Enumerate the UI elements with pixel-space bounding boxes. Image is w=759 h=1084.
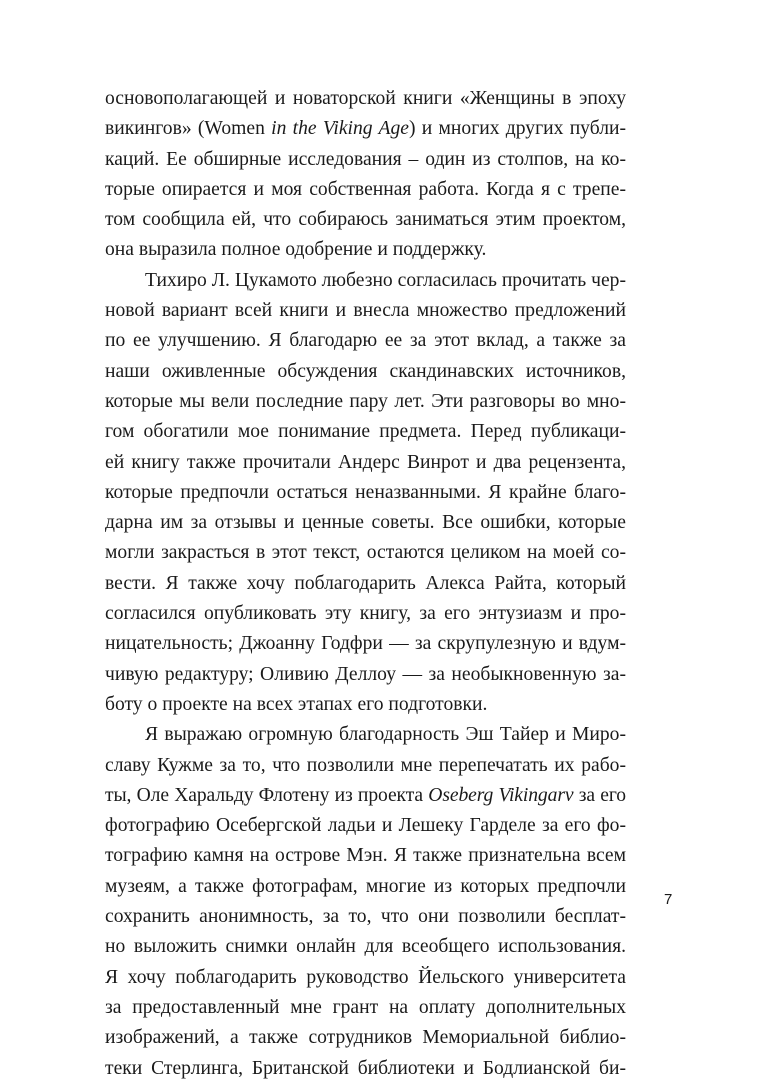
text-segment: каций. Ее обширные исследования – один из столпов, на ко- xyxy=(105,148,626,170)
text-segment: основополагающей и новаторской книги «Женщины в эпоху xyxy=(105,88,626,109)
text-line xyxy=(105,114,626,144)
text-segment: изображений, а также сотрудников Мемориальной библио- xyxy=(105,1027,626,1049)
text-line xyxy=(105,963,626,993)
text-line xyxy=(105,993,626,1023)
text-line xyxy=(105,872,626,902)
text-segment: которые мы вели последние пару лет. Эти разговоры во мно- xyxy=(105,390,626,412)
text-line xyxy=(105,538,626,568)
text-segment: могли закрасться в этот текст, остаются целиком на моей со- xyxy=(105,542,626,564)
text-line xyxy=(105,205,626,235)
text-line xyxy=(105,811,626,841)
text-line xyxy=(105,751,626,781)
text-segment: Я хочу поблагодарить руководство Йельского университета xyxy=(105,966,626,988)
text-segment: она выразила полное одобрение и поддержку. xyxy=(105,239,487,261)
text-segment: торые опирается и моя собственная работа. Когда я с трепе- xyxy=(105,178,626,200)
page-number: 7 xyxy=(664,891,673,908)
text-line xyxy=(105,932,626,962)
text-segment: гом обогатили мое понимание предмета. Перед публикаци- xyxy=(105,421,626,443)
text-line xyxy=(105,599,626,629)
text-line xyxy=(105,660,626,690)
text-line xyxy=(105,629,626,659)
text-segment: славу Кужме за то, что позволили мне перепечатать их рабо- xyxy=(105,754,626,776)
text-line xyxy=(105,1023,626,1053)
text-segment: том сообщила ей, что собираюсь заниматься этим проектом, xyxy=(105,209,626,231)
text-line xyxy=(105,417,626,447)
text-line xyxy=(105,175,626,205)
text-segment: ) и многих других публи- xyxy=(408,118,626,140)
text-segment: которые предпочли остаться неназванными. Я крайне благо- xyxy=(105,481,626,503)
italic-text: in the Viking Age xyxy=(271,118,409,140)
text-line xyxy=(105,235,626,265)
text-segment: по ее улучшению. Я благодарю ее за этот вклад, а также за xyxy=(105,330,626,352)
text-line xyxy=(105,841,626,871)
text-line xyxy=(105,569,626,599)
text-line xyxy=(105,387,626,417)
text-line xyxy=(105,84,626,114)
text-line xyxy=(105,690,626,720)
text-segment: за предоставленный мне грант на оплату дополнительных xyxy=(105,996,626,1018)
text-segment: вести. Я также хочу поблагодарить Алекса Райта, который xyxy=(105,572,626,594)
text-segment: фотографию Осебергской ладьи и Лешеку Гарделе за его фо- xyxy=(105,815,626,837)
text-segment: наши оживленные обсуждения скандинавских источников, xyxy=(105,360,626,382)
text-line xyxy=(105,448,626,478)
page-body xyxy=(105,84,626,1084)
text-line xyxy=(105,720,626,750)
text-line xyxy=(105,357,626,387)
text-segment: ей книгу также прочитали Андерс Винрот и два рецензента, xyxy=(105,451,626,473)
text-segment: новой вариант всей книги и внесла множество предложений xyxy=(105,300,626,322)
text-line xyxy=(105,326,626,356)
text-line xyxy=(105,1054,626,1084)
text-segment: музеям, а также фотографам, многие из которых предпочли xyxy=(105,875,626,897)
text-segment: Я выражаю огромную благодарность Эш Тайер и Миро- xyxy=(145,724,626,746)
text-segment: теки Стерлинга, Британской библиотеки и Бодлианской би- xyxy=(105,1057,626,1079)
text-segment: но выложить снимки онлайн для всеобщего использования. xyxy=(105,936,626,958)
text-segment: ты, Оле Харальду Флотену из проекта xyxy=(105,784,429,806)
text-segment: согласился опубликовать эту книгу, за его энтузиазм и про- xyxy=(105,603,626,625)
text-line xyxy=(105,478,626,508)
text-segment: за его xyxy=(573,784,626,806)
text-segment: тографию камня на острове Мэн. Я также признательна всем xyxy=(105,845,626,867)
text-segment: ницательность; Джоанну Годфри — за скрупулезную и вдум- xyxy=(105,633,626,655)
text-segment: викингов» (Women xyxy=(105,118,272,140)
text-segment: сохранить анонимность, за то, что они позволили бесплат- xyxy=(105,906,626,928)
text-line xyxy=(105,296,626,326)
text-line xyxy=(105,145,626,175)
text-line xyxy=(105,902,626,932)
text-line xyxy=(105,266,626,296)
text-line xyxy=(105,781,626,811)
italic-text: Oseberg Vikingarv xyxy=(428,784,574,806)
text-segment: дарна им за отзывы и ценные советы. Все ошибки, которые xyxy=(105,512,626,534)
text-segment: чивую редактуру; Оливию Деллоу — за необыкновенную за- xyxy=(105,663,626,685)
text-segment: боту о проекте на всех этапах его подготовки. xyxy=(105,693,488,715)
text-line xyxy=(105,508,626,538)
text-segment: Тихиро Л. Цукамото любезно согласилась прочитать чер- xyxy=(145,269,626,291)
